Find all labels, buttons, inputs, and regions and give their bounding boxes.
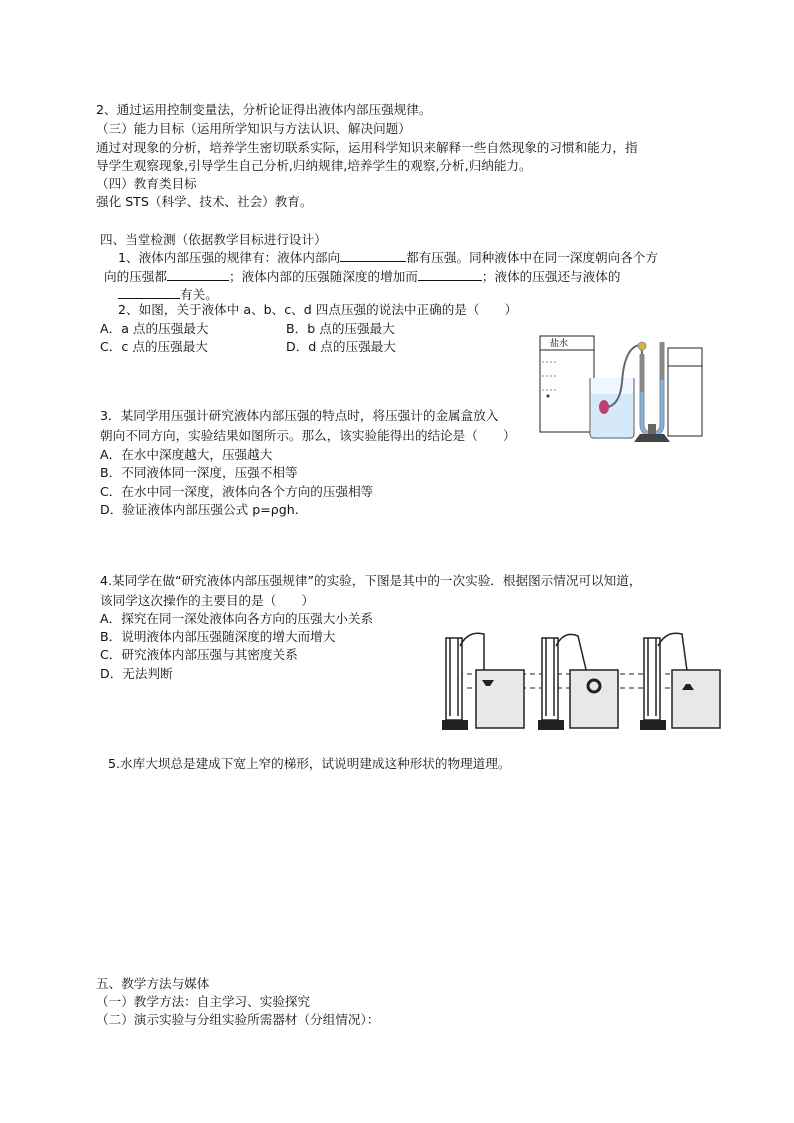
q1-text-e: ；液体的压强还与液体的 [481,269,621,284]
point-b-icon [547,395,550,398]
q3-option-c: C．在水中同一深度，液体向各个方向的压强相等 [100,484,374,499]
q1-blank-1[interactable] [340,249,406,262]
q3-option-b: B．不同液体同一深度，压强不相等 [100,465,298,480]
q1-line-3 [118,286,218,303]
bulb-icon [638,342,646,350]
manometer-unit-2 [538,634,618,730]
q1-blank-2[interactable] [167,268,229,281]
q3-option-d: D．验证液体内部压强公式 p=ρgh. [100,502,299,517]
equipment-line: （二）演示实验与分组实验所需器材（分组情况）： [96,1012,380,1027]
q1-text-a: 1、液体内部压强的规律有：液体内部向 [118,250,341,265]
q1-text-f: 有关。 [180,287,218,302]
q4-option-d: D．无法判断 [100,666,173,681]
probe-icon [599,400,609,414]
manometer-experiment-figure [438,626,722,734]
q2-option-a: A．a 点的压强最大 [100,321,209,336]
education-goal-line: 强化 STS（科学、技术、社会）教育。 [96,194,313,209]
teaching-methods-line: （一）教学方法：自主学习、实验探究 [96,994,311,1009]
ability-goal-line-1: 通过对现象的分析，培养学生密切联系实际，运用科学知识来解释一些自然现象的习惯和能力，指 [96,140,638,155]
q1-line-1 [118,249,658,266]
manometer-unit-3 [640,633,720,730]
q3-option-a: A．在水中深度越大，压强越大 [100,447,273,462]
q4-stem-2: 该同学这次操作的主要目的是（ ） [100,593,315,608]
q4-stem-1: 4.某同学在做“研究液体内部压强规律”的实验，下图是其中的一次实验．根据图示情况可以知道， [100,573,642,588]
q1-text-d: ；液体内部的压强随深度的增加而 [228,269,418,284]
pressure-gauge-figure [538,332,708,454]
q2-stem: 2、如图，关于液体中 a、b、c、d 四点压强的说法中正确的是（ ） [118,302,518,317]
stand-icon [634,434,670,442]
q1-blank-3[interactable] [418,268,482,281]
q4-option-b: B．说明液体内部压强随深度的增大而增大 [100,629,336,644]
ability-goal-line-2: 导学生观察现象,引导学生自己分析,归纳规律,培养学生的观察,分析,归纳能力。 [96,158,532,173]
section-5-title: 五、教学方法与媒体 [96,976,210,991]
q2-option-d: D．d 点的压强最大 [286,339,396,354]
q3-stem-1: 3．某同学用压强计研究液体内部压强的特点时，将压强计的金属盒放入 [100,408,499,423]
q5-stem: 5.水库大坝总是建成下宽上窄的梯形，试说明建成这种形状的物理道理。 [108,756,511,771]
manometer-unit-1 [442,633,524,730]
u-tube-icon [642,342,662,434]
q4-option-a: A．探究在同一深处液体向各方向的压强大小关系 [100,611,374,626]
q1-blank-4[interactable] [118,286,180,299]
q3-stem-2: 朝向不同方向，实验结果如图所示。那么，该实验能得出的结论是（ ） [100,428,516,443]
q4-option-c: C．研究液体内部压强与其密度关系 [100,647,298,662]
q2-option-b: B．b 点的压强最大 [286,321,395,336]
q1-text-b: 都有压强。同种液体中在同一深度朝向各个方 [406,250,658,265]
ability-goal-heading: （三）能力目标（运用所学知识与方法认识、解决问题） [96,121,411,136]
section-4-title: 四、当堂检测（依据教学目标进行设计） [100,232,327,247]
goal-method-line: 2、通过运用控制变量法，分析论证得出液体内部压强规律。 [96,102,432,117]
q1-line-2 [104,268,620,285]
education-goal-heading: （四）教育类目标 [96,176,197,191]
saltwater-label: 盐水 [550,339,569,349]
q2-option-c: C．c 点的压强最大 [100,339,208,354]
q1-text-c: 向的压强都 [104,269,167,284]
